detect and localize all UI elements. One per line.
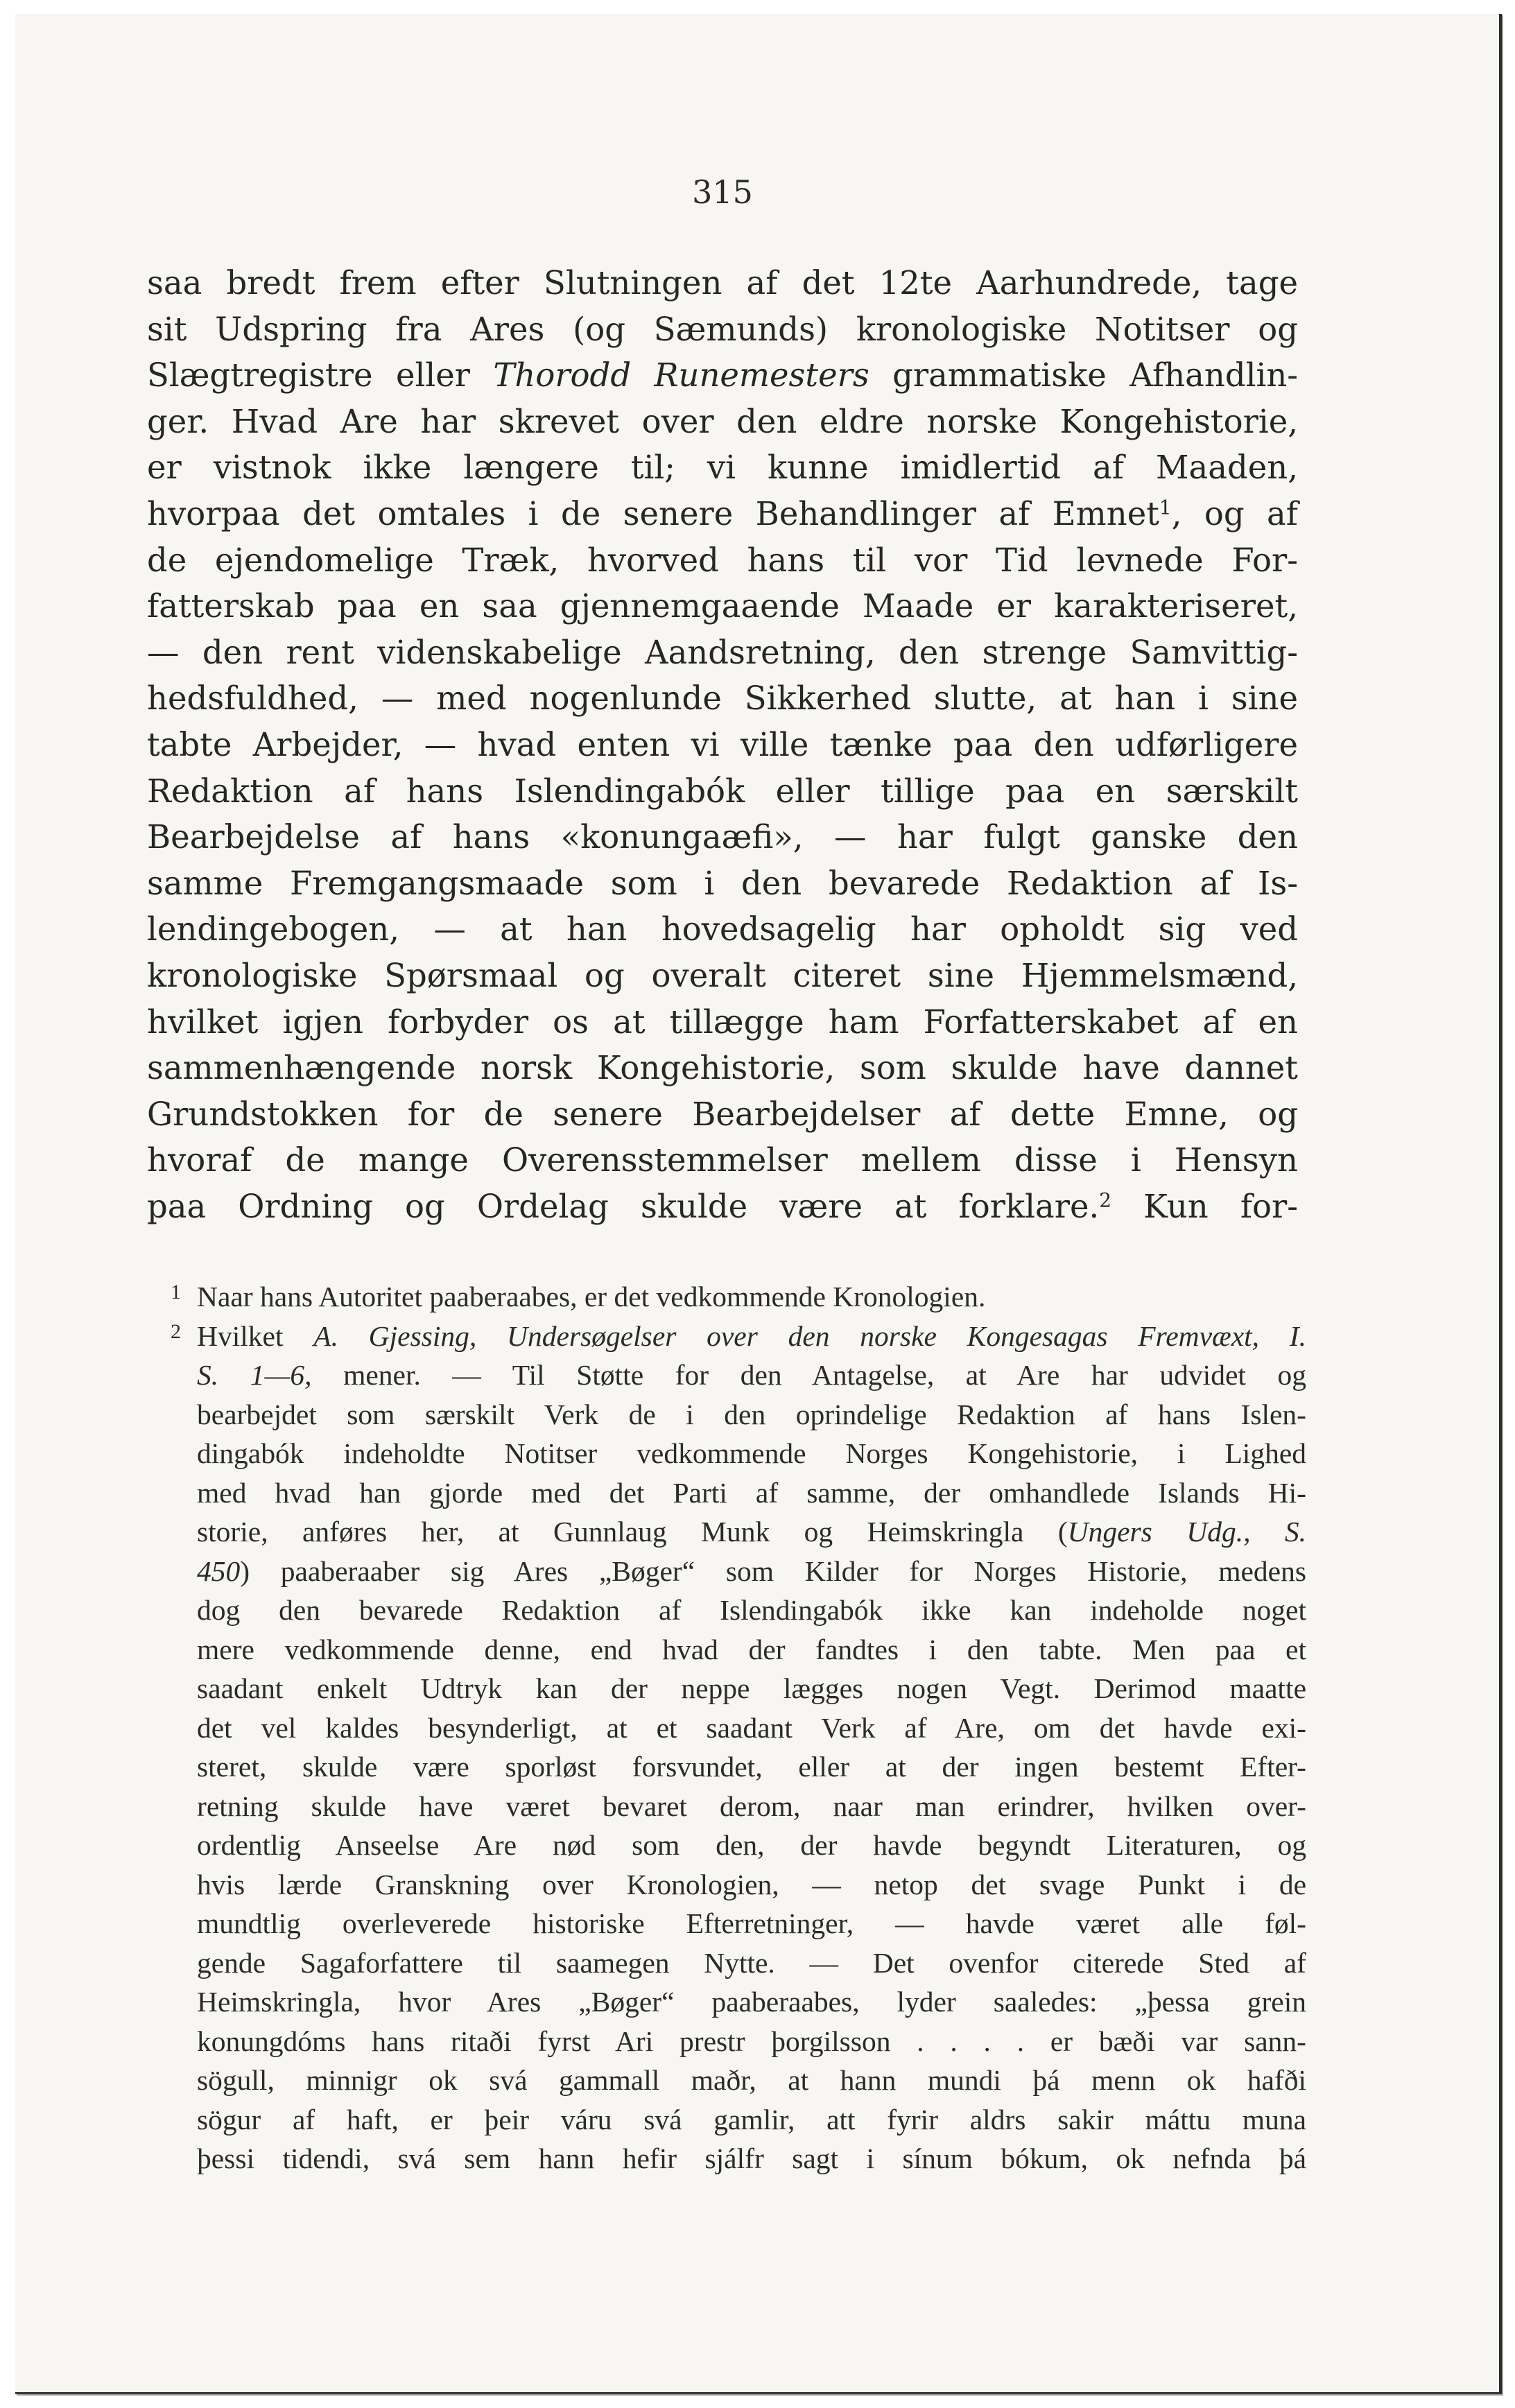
text-line: — den rent videnskabelige Aandsretning, den strenge Samvittig- <box>147 633 1298 671</box>
text-line: Bearbejdelse af hans «konungaæfi», — har fulgt ganske den <box>147 818 1298 856</box>
footnote-line: Heimskringla, hvor Ares „Bøger“ paaberaabes, lyder saaledes: „þessa grein <box>197 1986 1306 2018</box>
text-line: hedsfuldhed, — med nogenlunde Sikkerhed slutte, at han i sine <box>147 679 1298 718</box>
text-line: fatterskab paa en saa gjennemgaaende Maade er karakteriseret, <box>147 587 1298 625</box>
footnote-mark: 2 <box>171 1319 181 1343</box>
text-line: paa Ordning og Ordelag skulde være at forklare.$^2$ Kun for- <box>147 1187 1298 1225</box>
text-line: de ejendomelige Træk, hvorved hans til vor Tid levnede For- <box>147 541 1298 579</box>
footnote-line: steret, skulde være sporløst forsvundet, eller at der ingen bestemt Efter- <box>197 1751 1306 1783</box>
footnote-line: mere vedkommende denne, end hvad der fandtes i den tabte. Men paa et <box>197 1633 1306 1665</box>
footnote-line: Naar hans Autoritet paaberaabes, er det vedkommende Kronologien. 1 <box>197 1277 1306 1317</box>
footnote-mark: 1 <box>171 1281 181 1303</box>
footnote-line: storie, anføres her, at Gunnlaug Munk og Heimskringla (Ungers Udg., S. <box>197 1516 1306 1548</box>
footnote-line: sögur af haft, er þeir váru svá gamlir, att fyrir aldrs sakir máttu muna <box>197 2103 1306 2136</box>
footnotes-block <box>171 1277 1306 2179</box>
text-line: hvilket igjen forbyder os at tillægge ham Forfatterskabet af en <box>147 1003 1298 1041</box>
footnote-line: det vel kaldes besynderligt, at et saadant Verk af Are, om det havde exi- <box>197 1711 1306 1744</box>
footnote-reference: 2 <box>1099 1188 1112 1212</box>
book-page <box>15 14 1502 2394</box>
page-number: 315 <box>692 173 753 211</box>
text-line: kronologiske Spørsmaal og overalt citeret sine Hjemmelsmænd, <box>147 956 1298 994</box>
footnote-line: ordentlig Anseelse Are nød som den, der havde begyndt Literaturen, og <box>197 1829 1306 1861</box>
text-line: ger. Hvad Are har skrevet over den eldre norske Kongehistorie, <box>147 402 1298 440</box>
footnote-line: dog den bevarede Redaktion af Islendingabók ikke kan indeholde noget <box>197 1594 1306 1626</box>
text-line: hvoraf de mange Overensstemmelser mellem disse i Hensyn <box>147 1141 1298 1179</box>
text-line: hvorpaa det omtales i de senere Behandlinger af Emnet$^1$, og af <box>147 494 1298 532</box>
text-line: Redaktion af hans Islendingabók eller tillige paa en særskilt <box>147 772 1298 810</box>
text-line: sammenhængende norsk Kongehistorie, som skulde have dannet <box>147 1049 1298 1087</box>
footnote-line: 450) paaberaaber sig Ares „Bøger“ som Kilder for Norges Historie, medens <box>197 1554 1306 1587</box>
footnote-line: bearbejdet som særskilt Verk de i den oprindelige Redaktion af hans Islen- <box>197 1398 1306 1430</box>
footnote-line: hvis lærde Granskning over Kronologien, — netop det svage Punkt i de <box>197 1868 1306 1900</box>
footnote-line: dingabók indeholdte Notitser vedkommende Norges Kongehistorie, i Lighed <box>197 1437 1306 1469</box>
text-line: saa bredt frem efter Slutningen af det 12te Aarhundrede, tage <box>147 264 1298 302</box>
text-line: tabte Arbejder, — hvad enten vi ville tænke paa den udførligere <box>147 725 1298 763</box>
footnote-reference: 1 <box>1159 496 1172 519</box>
footnote-line: sögull, minnigr ok svá gammall maðr, at hann mundi þá menn ok hafði <box>197 2064 1306 2096</box>
footnote-line: med hvad han gjorde med det Parti af samme, der omhandlede Islands Hi- <box>197 1476 1306 1509</box>
footnote-line: Hvilket A. Gjessing, Undersøgelser over den norske Kongesagas Fremvæxt, I. 2 <box>197 1317 1306 1356</box>
footnote-line: þessi tidendi, svá sem hann hefir sjálfr sagt i sínum bókum, ok nefnda þá <box>197 2142 1306 2174</box>
footnote-line: saadant enkelt Udtryk kan der neppe lægges nogen Vegt. Derimod maatte <box>197 1672 1306 1704</box>
text-line: lendingebogen, — at han hovedsagelig har opholdt sig ved <box>147 910 1298 949</box>
text-line: samme Fremgangsmaade som i den bevarede Redaktion af Is- <box>147 864 1298 902</box>
text-line: sit Udspring fra Ares (og Sæmunds) kronologiske Notitser og <box>147 310 1298 348</box>
main-text-block <box>147 260 1298 1229</box>
footnote-line: retning skulde have været bevaret derom, naar man erindrer, hvilken over- <box>197 1790 1306 1822</box>
footnote-line: konungdóms hans ritaði fyrst Ari prestr þorgilsson . . . . er bæði var sann- <box>197 2025 1306 2057</box>
text-line: Grundstokken for de senere Bearbejdelser af dette Emne, og <box>147 1095 1298 1133</box>
text-line: er vistnok ikke længere til; vi kunne imidlertid af Maaden, <box>147 449 1298 487</box>
footnote-line: S. 1—6, mener. — Til Støtte for den Antagelse, at Are har udvidet og <box>197 1359 1306 1391</box>
footnote-line: mundtlig overleverede historiske Efterretninger, — havde været alle føl- <box>197 1907 1306 1939</box>
footnote-line: gende Sagaforfattere til saamegen Nytte. — Det ovenfor citerede Sted af <box>197 1946 1306 1979</box>
text-line: Slægtregistre eller Thorodd Runemesters grammatiske Afhandlin- <box>147 356 1298 395</box>
